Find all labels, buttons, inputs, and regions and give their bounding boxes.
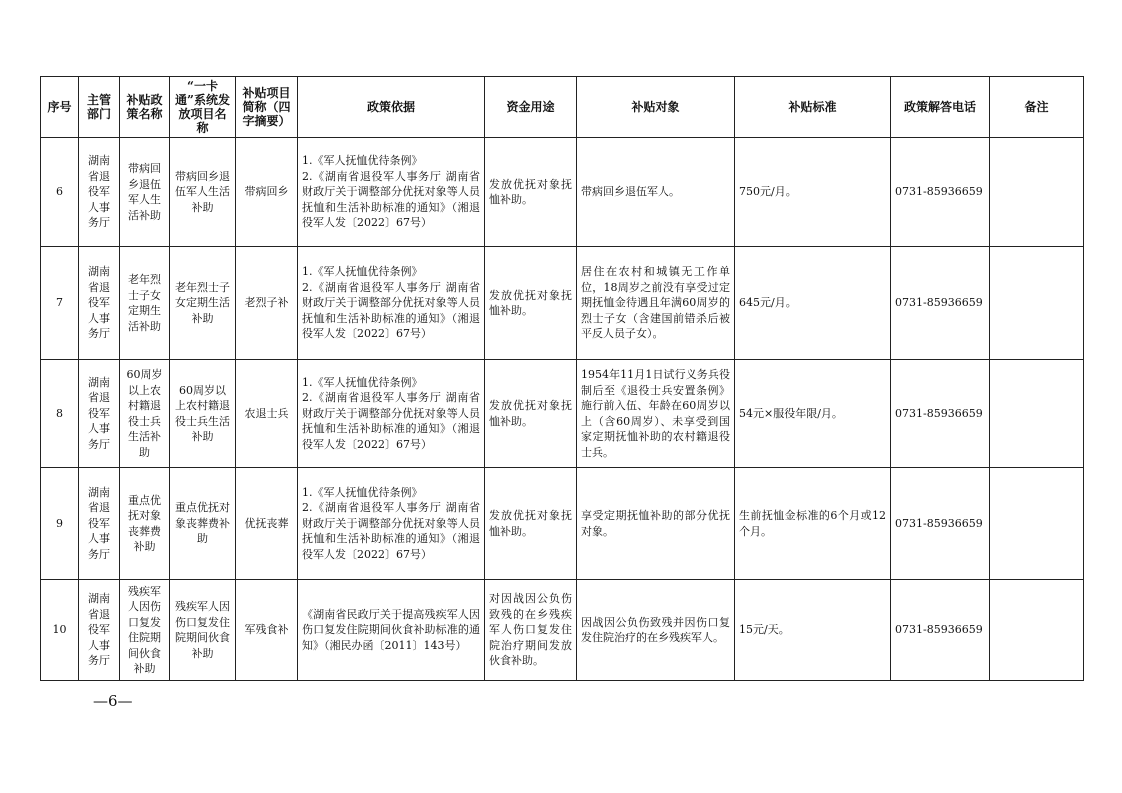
fund-use-cell: 发放优抚对象抚恤补助。: [485, 360, 577, 468]
target-cell: 居住在农村和城镇无工作单位，18周岁之前没有享受过定期抚恤金待遇且年满60周岁的烈士子女（含建国前错杀后被平反人员子女）。: [577, 247, 735, 360]
abbreviation-cell: 带病回乡: [236, 138, 298, 247]
header-cell: 备注: [990, 77, 1084, 138]
policy-name-cell: 60周岁以上农村籍退役士兵生活补助: [120, 360, 170, 468]
target-cell: 1954年11月1日试行义务兵役制后至《退役士兵安置条例》施行前入伍、年龄在60周岁以上（含60周岁）、未享受到国家定期抚恤补助的农村籍退役士兵。: [577, 360, 735, 468]
row-number: 6: [41, 138, 79, 247]
abbreviation-cell: 优抚丧葬: [236, 468, 298, 580]
table-row: [41, 360, 1084, 468]
policy-name-cell: 残疾军人因伤口复发住院期间伙食补助: [120, 580, 170, 681]
policy-name-cell: 重点优抚对象丧葬费补助: [120, 468, 170, 580]
subsidy-policy-table: [40, 76, 1084, 681]
fund-use-cell: 发放优抚对象抚恤补助。: [485, 138, 577, 247]
header-cell: 政策依据: [298, 77, 485, 138]
policy-basis-line: 2.《湖南省退役军人事务厅 湖南省财政厅关于调整部分优抚对象等人员抚恤和生活补助标准的通知》（湘退役军人发〔2022〕67号）: [302, 501, 480, 561]
header-cell: 资金用途: [485, 77, 577, 138]
row-number: 9: [41, 468, 79, 580]
phone-cell: 0731-85936659: [891, 360, 990, 468]
phone-cell: 0731-85936659: [891, 468, 990, 580]
phone-cell: 0731-85936659: [891, 580, 990, 681]
standard-cell: 生前抚恤金标准的6个月或12个月。: [735, 468, 891, 580]
department-cell: 湖南省退役军人事务厅: [79, 360, 120, 468]
header-cell: 主管部门: [79, 77, 120, 138]
remark-cell: [990, 580, 1084, 681]
standard-cell: 15元/天。: [735, 580, 891, 681]
department-cell: 湖南省退役军人事务厅: [79, 468, 120, 580]
policy-basis-line: 1.《军人抚恤优待条例》: [302, 485, 423, 499]
remark-cell: [990, 468, 1084, 580]
row-number: 10: [41, 580, 79, 681]
policy-name-cell: 老年烈士子女定期生活补助: [120, 247, 170, 360]
header-cell: 补贴标准: [735, 77, 891, 138]
standard-cell: 645元/月。: [735, 247, 891, 360]
phone-cell: 0731-85936659: [891, 138, 990, 247]
remark-cell: [990, 247, 1084, 360]
policy-basis-cell: [298, 247, 485, 360]
target-cell: 带病回乡退伍军人。: [577, 138, 735, 247]
system-item-cell: 残疾军人因伤口复发住院期间伙食补助: [170, 580, 236, 681]
policy-basis-cell: [298, 468, 485, 580]
standard-cell: 54元×服役年限/月。: [735, 360, 891, 468]
policy-basis-line: 1.《军人抚恤优待条例》: [302, 375, 423, 389]
abbreviation-cell: 军残食补: [236, 580, 298, 681]
department-cell: 湖南省退役军人事务厅: [79, 138, 120, 247]
remark-cell: [990, 138, 1084, 247]
table-row: [41, 580, 1084, 681]
policy-basis-line: 《湖南省民政厅关于提高残疾军人因伤口复发住院期间伙食补助标准的通知》（湘民办函〔2011〕143号）: [302, 607, 480, 652]
system-item-cell: 60周岁以上农村籍退役士兵生活补助: [170, 360, 236, 468]
system-item-cell: 带病回乡退伍军人生活补助: [170, 138, 236, 247]
header-cell: 补贴政策名称: [120, 77, 170, 138]
policy-basis-cell: [298, 360, 485, 468]
policy-basis-line: 2.《湖南省退役军人事务厅 湖南省财政厅关于调整部分优抚对象等人员抚恤和生活补助标准的通知》（湘退役军人发〔2022〕67号）: [302, 169, 480, 230]
header-cell: 序号: [41, 77, 79, 138]
table-row: [41, 138, 1084, 247]
row-number: 8: [41, 360, 79, 468]
phone-cell: 0731-85936659: [891, 247, 990, 360]
standard-cell: 750元/月。: [735, 138, 891, 247]
department-cell: 湖南省退役军人事务厅: [79, 580, 120, 681]
target-cell: 因战因公负伤致残并因伤口复发住院治疗的在乡残疾军人。: [577, 580, 735, 681]
policy-name-cell: 带病回乡退伍军人生活补助: [120, 138, 170, 247]
header-cell: 补贴项目简称（四字摘要）: [236, 77, 298, 138]
fund-use-cell: 发放优抚对象抚恤补助。: [485, 468, 577, 580]
system-item-cell: 重点优抚对象丧葬费补助: [170, 468, 236, 580]
policy-basis-line: 2.《湖南省退役军人事务厅 湖南省财政厅关于调整部分优抚对象等人员抚恤和生活补助标准的通知》（湘退役军人发〔2022〕67号）: [302, 391, 480, 451]
table-header-row: [41, 77, 1084, 138]
table-row: [41, 468, 1084, 580]
policy-basis-cell: [298, 138, 485, 247]
row-number: 7: [41, 247, 79, 360]
header-cell: “一卡通”系统发放项目名称: [170, 77, 236, 138]
fund-use-cell: 发放优抚对象抚恤补助。: [485, 247, 577, 360]
table-row: [41, 247, 1084, 360]
header-cell: 补贴对象: [577, 77, 735, 138]
fund-use-cell: 对因战因公负伤致残的在乡残疾军人伤口复发住院治疗期间发放伙食补助。: [485, 580, 577, 681]
abbreviation-cell: 老烈子补: [236, 247, 298, 360]
abbreviation-cell: 农退士兵: [236, 360, 298, 468]
policy-basis-line: 1.《军人抚恤优待条例》: [302, 154, 423, 168]
target-cell: 享受定期抚恤补助的部分优抚对象。: [577, 468, 735, 580]
page-number: —6—: [93, 692, 133, 710]
remark-cell: [990, 360, 1084, 468]
policy-basis-cell: [298, 580, 485, 681]
header-cell: 政策解答电话: [891, 77, 990, 138]
policy-basis-line: 2.《湖南省退役军人事务厅 湖南省财政厅关于调整部分优抚对象等人员抚恤和生活补助标准的通知》（湘退役军人发〔2022〕67号）: [302, 280, 480, 341]
policy-basis-line: 1.《军人抚恤优待条例》: [302, 265, 423, 279]
department-cell: 湖南省退役军人事务厅: [79, 247, 120, 360]
system-item-cell: 老年烈士子女定期生活补助: [170, 247, 236, 360]
